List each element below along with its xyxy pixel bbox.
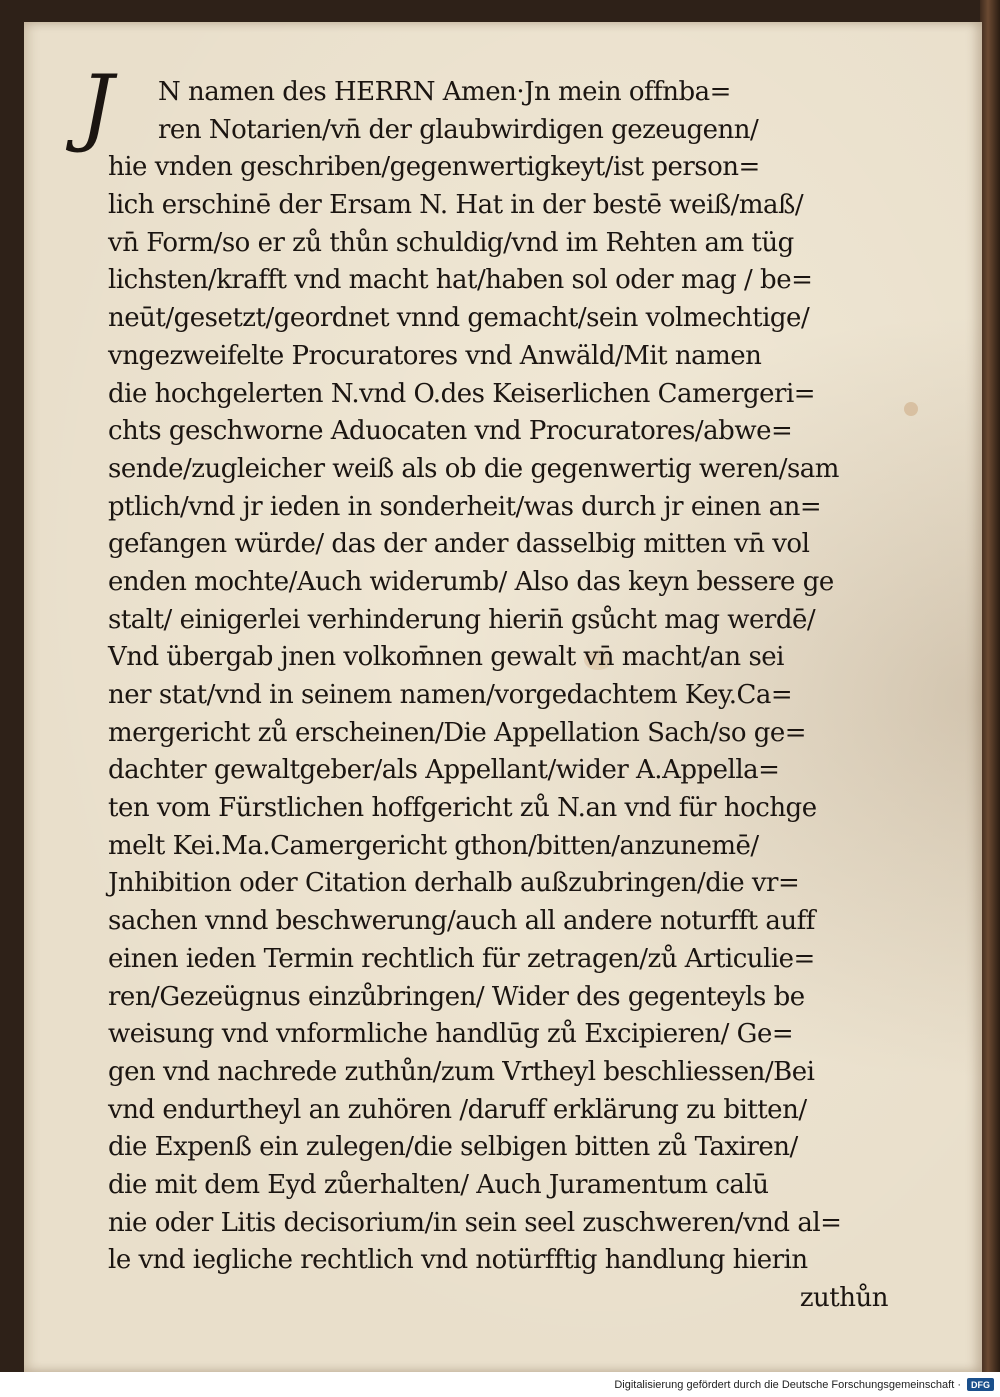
text-line: die hochgelerten N.vnd O.des Keiserlichen Camergeri=: [108, 378, 816, 409]
book-edge: [980, 0, 1000, 1397]
text-line: hie vnden geschriben/gegenwertigkeyt/ist person=: [108, 152, 760, 183]
text-line: sachen vnnd beschwerung/auch all andere noturfft auff: [108, 906, 815, 937]
text-line: melt Kei.Ma.Camergericht gthon/bitten/anzunemē/: [108, 830, 759, 861]
text-line: chts geschworne Aduocaten vnd Procuratores/abwe=: [108, 416, 793, 447]
text-line: zuthůn: [799, 1283, 888, 1313]
text-line: gefangen würde/ das der ander dasselbig mitten vn̄ vol: [108, 529, 810, 560]
text-line: nie oder Litis decisorium/in sein seel zuschweren/vnd al=: [108, 1207, 842, 1238]
text-line: die mit dem Eyd zůerhalten/ Auch Juramentum calū: [108, 1169, 769, 1200]
text-line: enden mochte/Auch widerumb/ Also das keyn bessere ge: [108, 566, 834, 597]
text-line: Jnhibition oder Citation derhalb außzubringen/die vr=: [108, 868, 800, 899]
text-line: ren Notarien/vn̄ der glaubwirdigen gezeugenn/: [158, 114, 759, 145]
text-line: weisung vnd vnformliche handlūg zů Excipieren/ Ge=: [108, 1019, 794, 1050]
dfg-logo: DFG: [967, 1378, 994, 1391]
stain: [904, 402, 918, 416]
text-line: einen ieden Termin rechtlich für zetragen/zů Articulie=: [108, 943, 815, 974]
text-line: sende/zugleicher weiß als ob die gegenwertig weren/sam: [108, 453, 839, 484]
text-line: gen vnd nachrede zuthůn/zum Vrtheyl beschliessen/Bei: [108, 1056, 815, 1087]
text-line: lichsten/krafft vnd macht hat/haben sol oder mag / be=: [108, 265, 813, 296]
text-line: vn̄ Form/so er zů thůn schuldig/vnd im Rehten am tüg: [108, 227, 794, 258]
text-line: Vnd übergab jnen volkom̄nen gewalt vn̄ macht/an sei: [108, 642, 784, 673]
text-line: dachter gewaltgeber/als Appellant/wider A.Appella=: [108, 755, 780, 786]
text-line: vngezweifelte Procuratores vnd Anwäld/Mit namen: [108, 340, 762, 371]
footer-bar: [0, 1372, 1000, 1397]
text-line: ner stat/vnd in seinem namen/vorgedachtem Key.Ca=: [108, 680, 793, 710]
text-line: ptlich/vnd jr ieden in sonderheit/was durch jr einen an=: [108, 491, 822, 522]
initial-letter: J: [80, 57, 114, 155]
text-line: le vnd iegliche rechtlich vnd notürfftig handlung hierin: [108, 1245, 808, 1276]
text-block: [108, 74, 898, 1318]
scanned-page: [24, 22, 982, 1372]
text-line: neūt/gesetzt/geordnet vnnd gemacht/sein volmechtige/: [108, 303, 810, 334]
text-line: lich erschinē der Ersam N. Hat in der bestē weiß/maß/: [108, 190, 804, 221]
text-line: die Expenß ein zulegen/die selbigen bitten zů Taxiren/: [108, 1132, 798, 1163]
text-line: ten vom Fürstlichen hoffgericht zů N.an vnd für hochge: [108, 793, 817, 824]
text-line: N namen des HERRN Amen·Jn mein offnba=: [158, 77, 731, 107]
footer-text: Digitalisierung gefördert durch die Deutsche Forschungsgemeinschaft ·: [614, 1378, 961, 1391]
text-line: vnd endurtheyl an zuhören /daruff erklärung zu bitten/: [108, 1094, 807, 1125]
text-line: mergericht zů erscheinen/Die Appellation Sach/so ge=: [108, 717, 807, 748]
text-line: ren/Gezeügnus einzůbringen/ Wider des gegenteyls be: [108, 981, 805, 1012]
text-line: stalt/ einigerlei verhinderung hierin̄ gsůcht mag werdē/: [108, 604, 816, 635]
